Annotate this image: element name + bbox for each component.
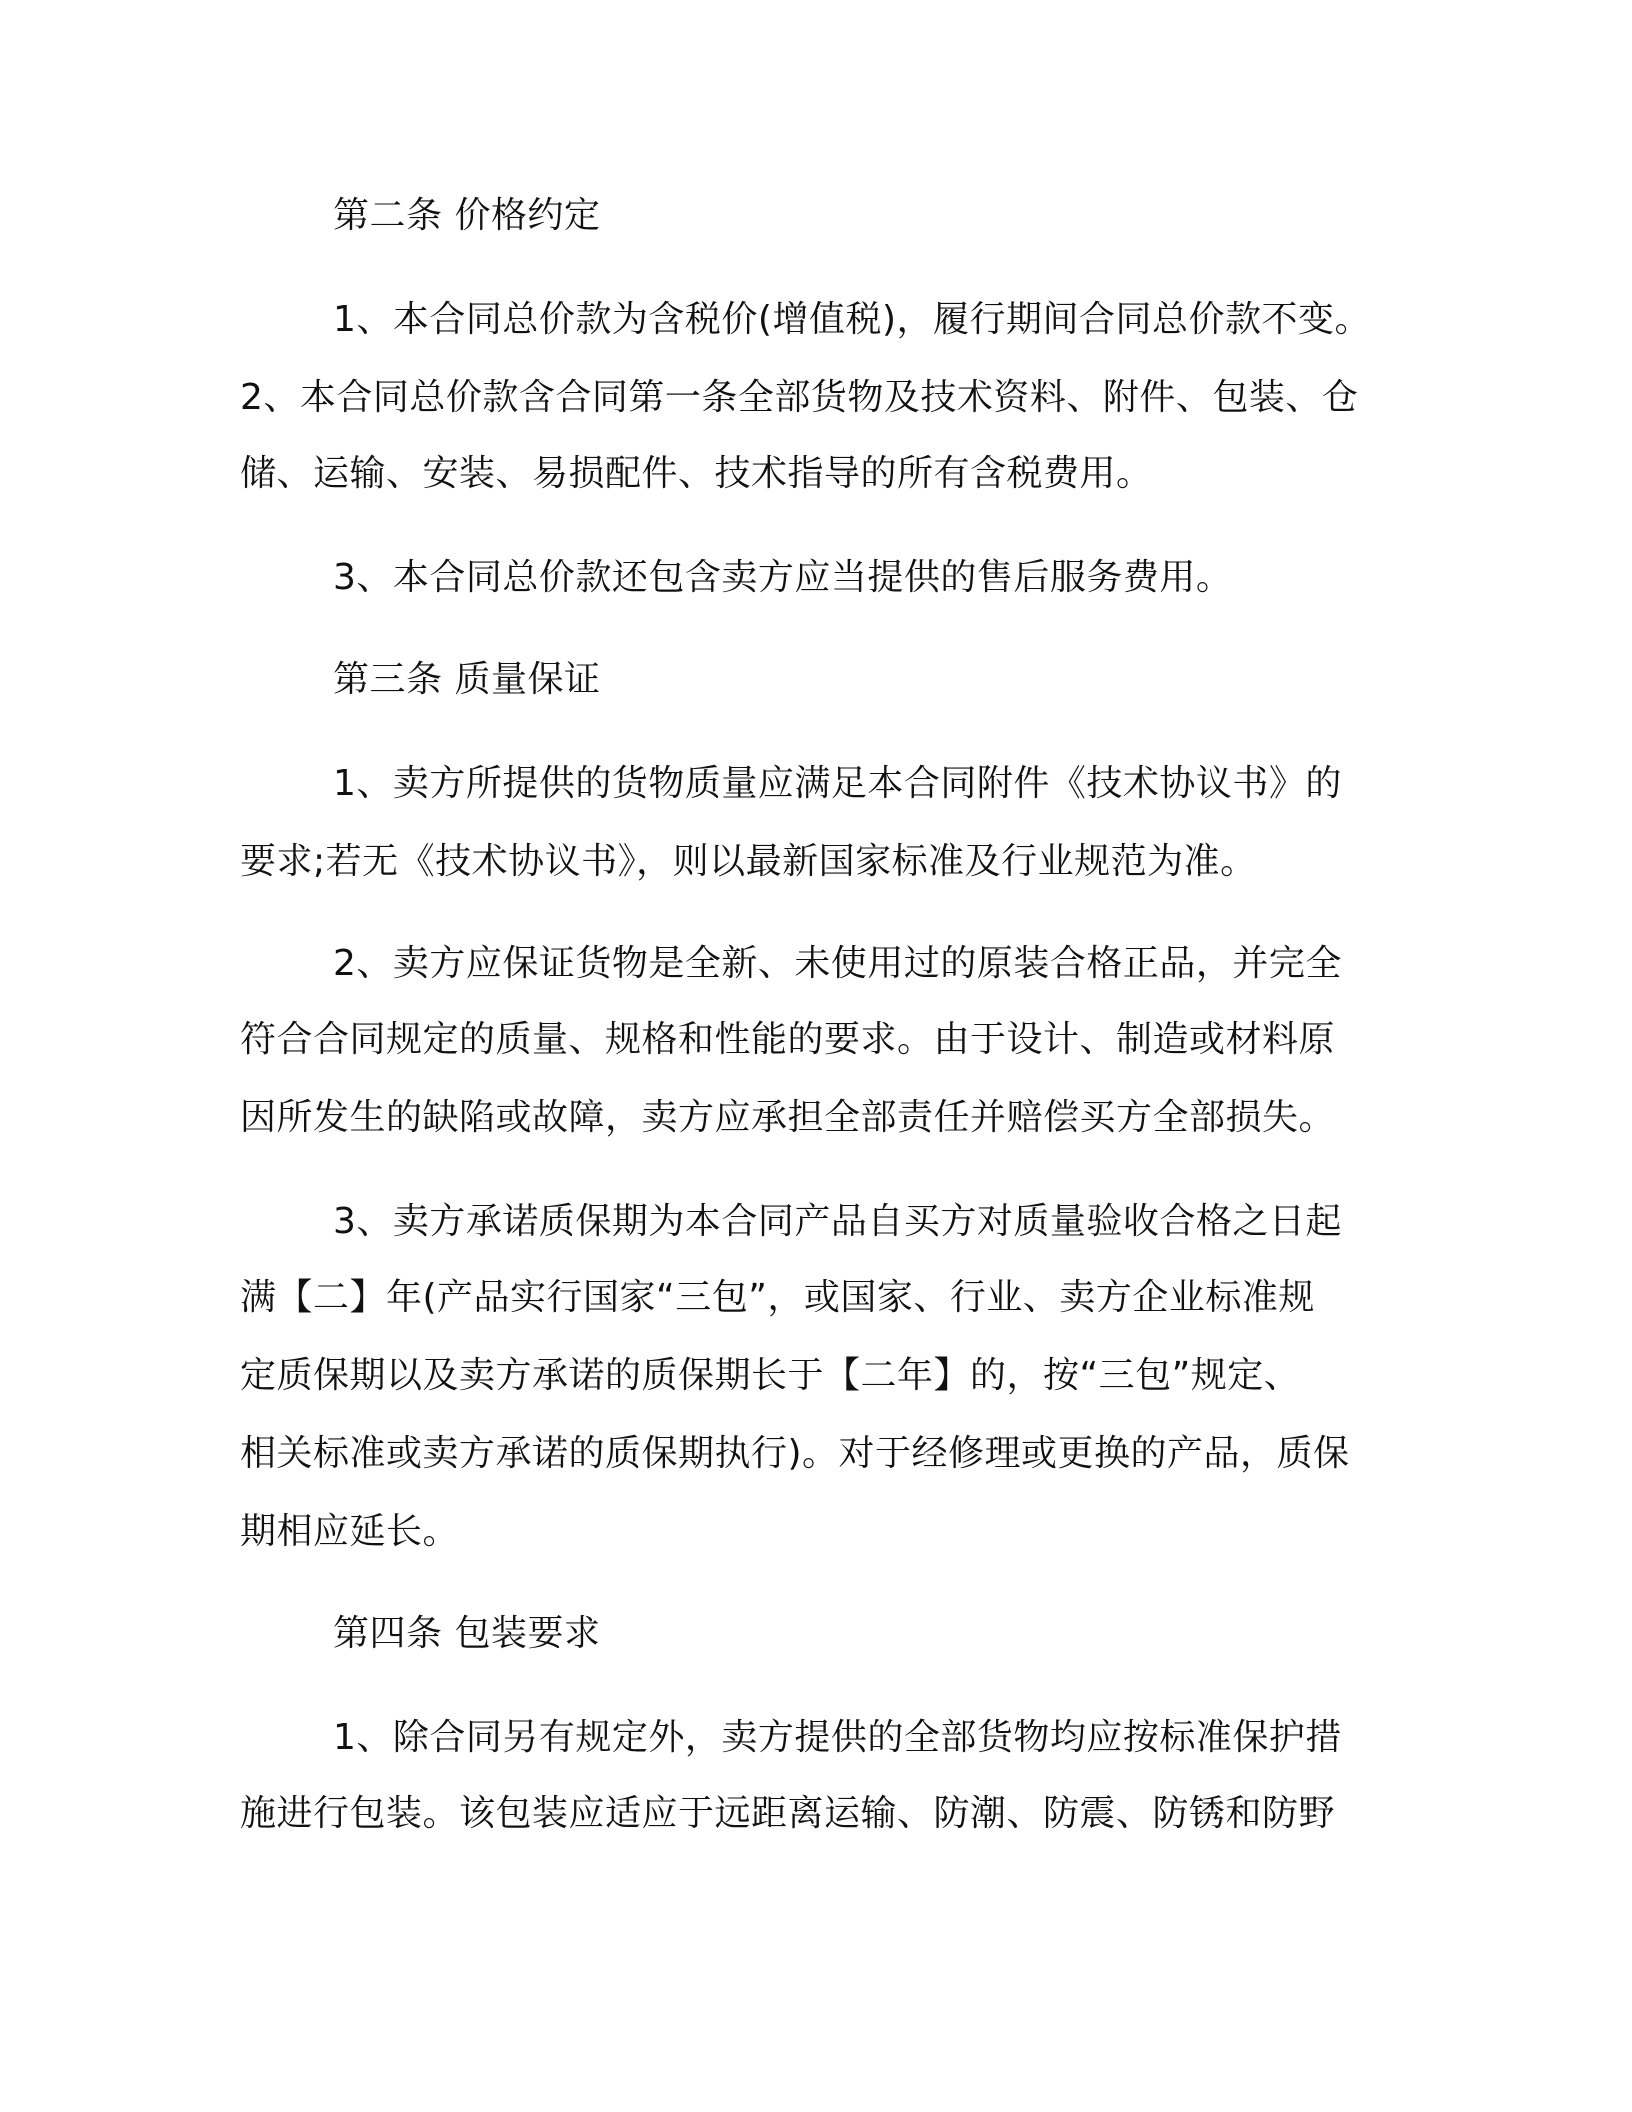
- paragraph-line: 3、本合同总价款还包含卖方应当提供的售后服务费用。: [333, 557, 1233, 598]
- paragraph-line: 1、卖方所提供的货物质量应满足本合同附件《技术协议书》的: [333, 763, 1342, 804]
- section-heading-article-4: 第四条 包装要求: [333, 1613, 601, 1654]
- paragraph-line: 定质保期以及卖方承诺的质保期长于【二年】的，按“三包”规定、: [240, 1355, 1301, 1396]
- paragraph-line: 要求;若无《技术协议书》，则以最新国家标准及行业规范为准。: [240, 841, 1257, 882]
- paragraph-line: 储、运输、安装、易损配件、技术指导的所有含税费用。: [240, 453, 1153, 494]
- paragraph-line: 满【二】年(产品实行国家“三包”，或国家、行业、卖方企业标准规: [240, 1277, 1315, 1318]
- paragraph-line: 1、本合同总价款为含税价(增值税)，履行期间合同总价款不变。: [333, 299, 1371, 340]
- paragraph-line: 符合合同规定的质量、规格和性能的要求。由于设计、制造或材料原: [240, 1019, 1336, 1060]
- paragraph-line: 3、卖方承诺质保期为本合同产品自买方对质量验收合格之日起: [333, 1201, 1342, 1242]
- paragraph-line: 相关标准或卖方承诺的质保期执行)。对于经修理或更换的产品，质保: [240, 1433, 1350, 1474]
- paragraph-line: 施进行包装。该包装应适应于远距离运输、防潮、防震、防锈和防野: [240, 1793, 1336, 1834]
- paragraph-line: 因所发生的缺陷或故障，卖方应承担全部责任并赔偿买方全部损失。: [240, 1097, 1336, 1138]
- paragraph-line: 期相应延长。: [240, 1511, 460, 1552]
- section-heading-article-2: 第二条 价格约定: [333, 195, 601, 236]
- paragraph-line: 2、卖方应保证货物是全新、未使用过的原装合格正品，并完全: [333, 943, 1342, 984]
- paragraph-line: 1、除合同另有规定外，卖方提供的全部货物均应按标准保护措: [333, 1717, 1342, 1758]
- section-heading-article-3: 第三条 质量保证: [333, 659, 601, 700]
- paragraph-line: 2、本合同总价款含合同第一条全部货物及技术资料、附件、包装、仓: [240, 377, 1359, 418]
